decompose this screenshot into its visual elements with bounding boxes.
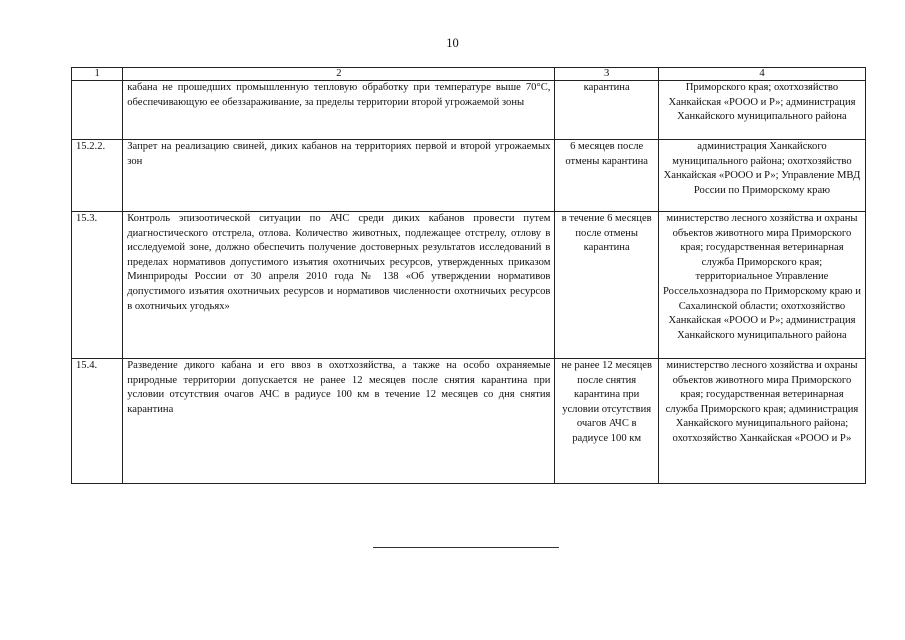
header-col-2: 2 [123, 68, 555, 81]
table-row [72, 212, 866, 359]
measure-text: кабана не прошедших промышленную тепловую обработку при температуре выше 70°С, обеспечивающую ее обеззараживание, за пределы территории второй угрожаемой зоны [123, 81, 555, 140]
header-col-3: 3 [555, 68, 659, 81]
table-row [72, 359, 866, 484]
item-number [72, 81, 123, 140]
deadline-text: в течение 6 месяцев после отмены карантина [555, 212, 659, 359]
responsible-text: администрация Ханкайского муниципального района; охотхозяйство Ханкайская «РООО и Р»; Управление МВД России по Приморскому краю [658, 140, 865, 212]
deadline-text: 6 месяцев после отмены карантина [555, 140, 659, 212]
responsible-text: министерство лесного хозяйства и охраны объектов животного мира Приморского края; государственная ветеринарная служба Приморского края; территориальное Управление Россельхознадзора по Приморскому краю и Сахалинской области; охотхозяйство Ханкайская «РООО и Р»; администрация Ханкайского муниципального района [658, 212, 865, 359]
item-number: 15.4. [72, 359, 123, 484]
responsible-text: министерство лесного хозяйства и охраны объектов животного мира Приморского края; государственная ветеринарная служба Приморского края; администрация Ханкайского муниципального района; охотхозяйство Ханкайская «РООО и Р» [658, 359, 865, 484]
measure-text: Контроль эпизоотической ситуации по АЧС среди диких кабанов провести путем диагностического отстрела, отлова. Количество животных, подлежащее отстрелу, отлову в исследуемой зоне, должно обеспечить получение достоверных результатов исследований в пределах нормативов допустимого изъятия охотничьих ресурсов, утвержденных приказом Минприроды России от 30 апреля 2010 года № 138 «Об утверждении нормативов допустимого изъятия охотничьих ресурсов и нормативов численности охотничьих ресурсов в охотничьих угодьях» [123, 212, 555, 359]
item-number: 15.2.2. [72, 140, 123, 212]
deadline-text: карантина [555, 81, 659, 140]
measure-text: Запрет на реализацию свиней, диких кабанов на территориях первой и второй угрожаемых зон [123, 140, 555, 212]
measure-text: Разведение дикого кабана и его ввоз в охотхозяйства, а также на особо охраняемые природные территории допускается не ранее 12 месяцев после снятия карантина при условии отсутствия очагов АЧС в радиусе 100 км в течение 12 месяцев со дня снятия карантина [123, 359, 555, 484]
measures-table [71, 67, 866, 484]
item-number: 15.3. [72, 212, 123, 359]
end-divider [373, 547, 559, 548]
header-col-4: 4 [658, 68, 865, 81]
header-col-1: 1 [72, 68, 123, 81]
deadline-text: не ранее 12 месяцев после снятия карантина при условии отсутствия очагов АЧС в радиусе 100 км [555, 359, 659, 484]
responsible-text: Приморского края; охотхозяйство Ханкайская «РООО и Р»; администрация Ханкайского муниципального района [658, 81, 865, 140]
table-row [72, 81, 866, 140]
table-header-row [72, 68, 866, 81]
table-row [72, 140, 866, 212]
page-number: 10 [446, 36, 459, 50]
